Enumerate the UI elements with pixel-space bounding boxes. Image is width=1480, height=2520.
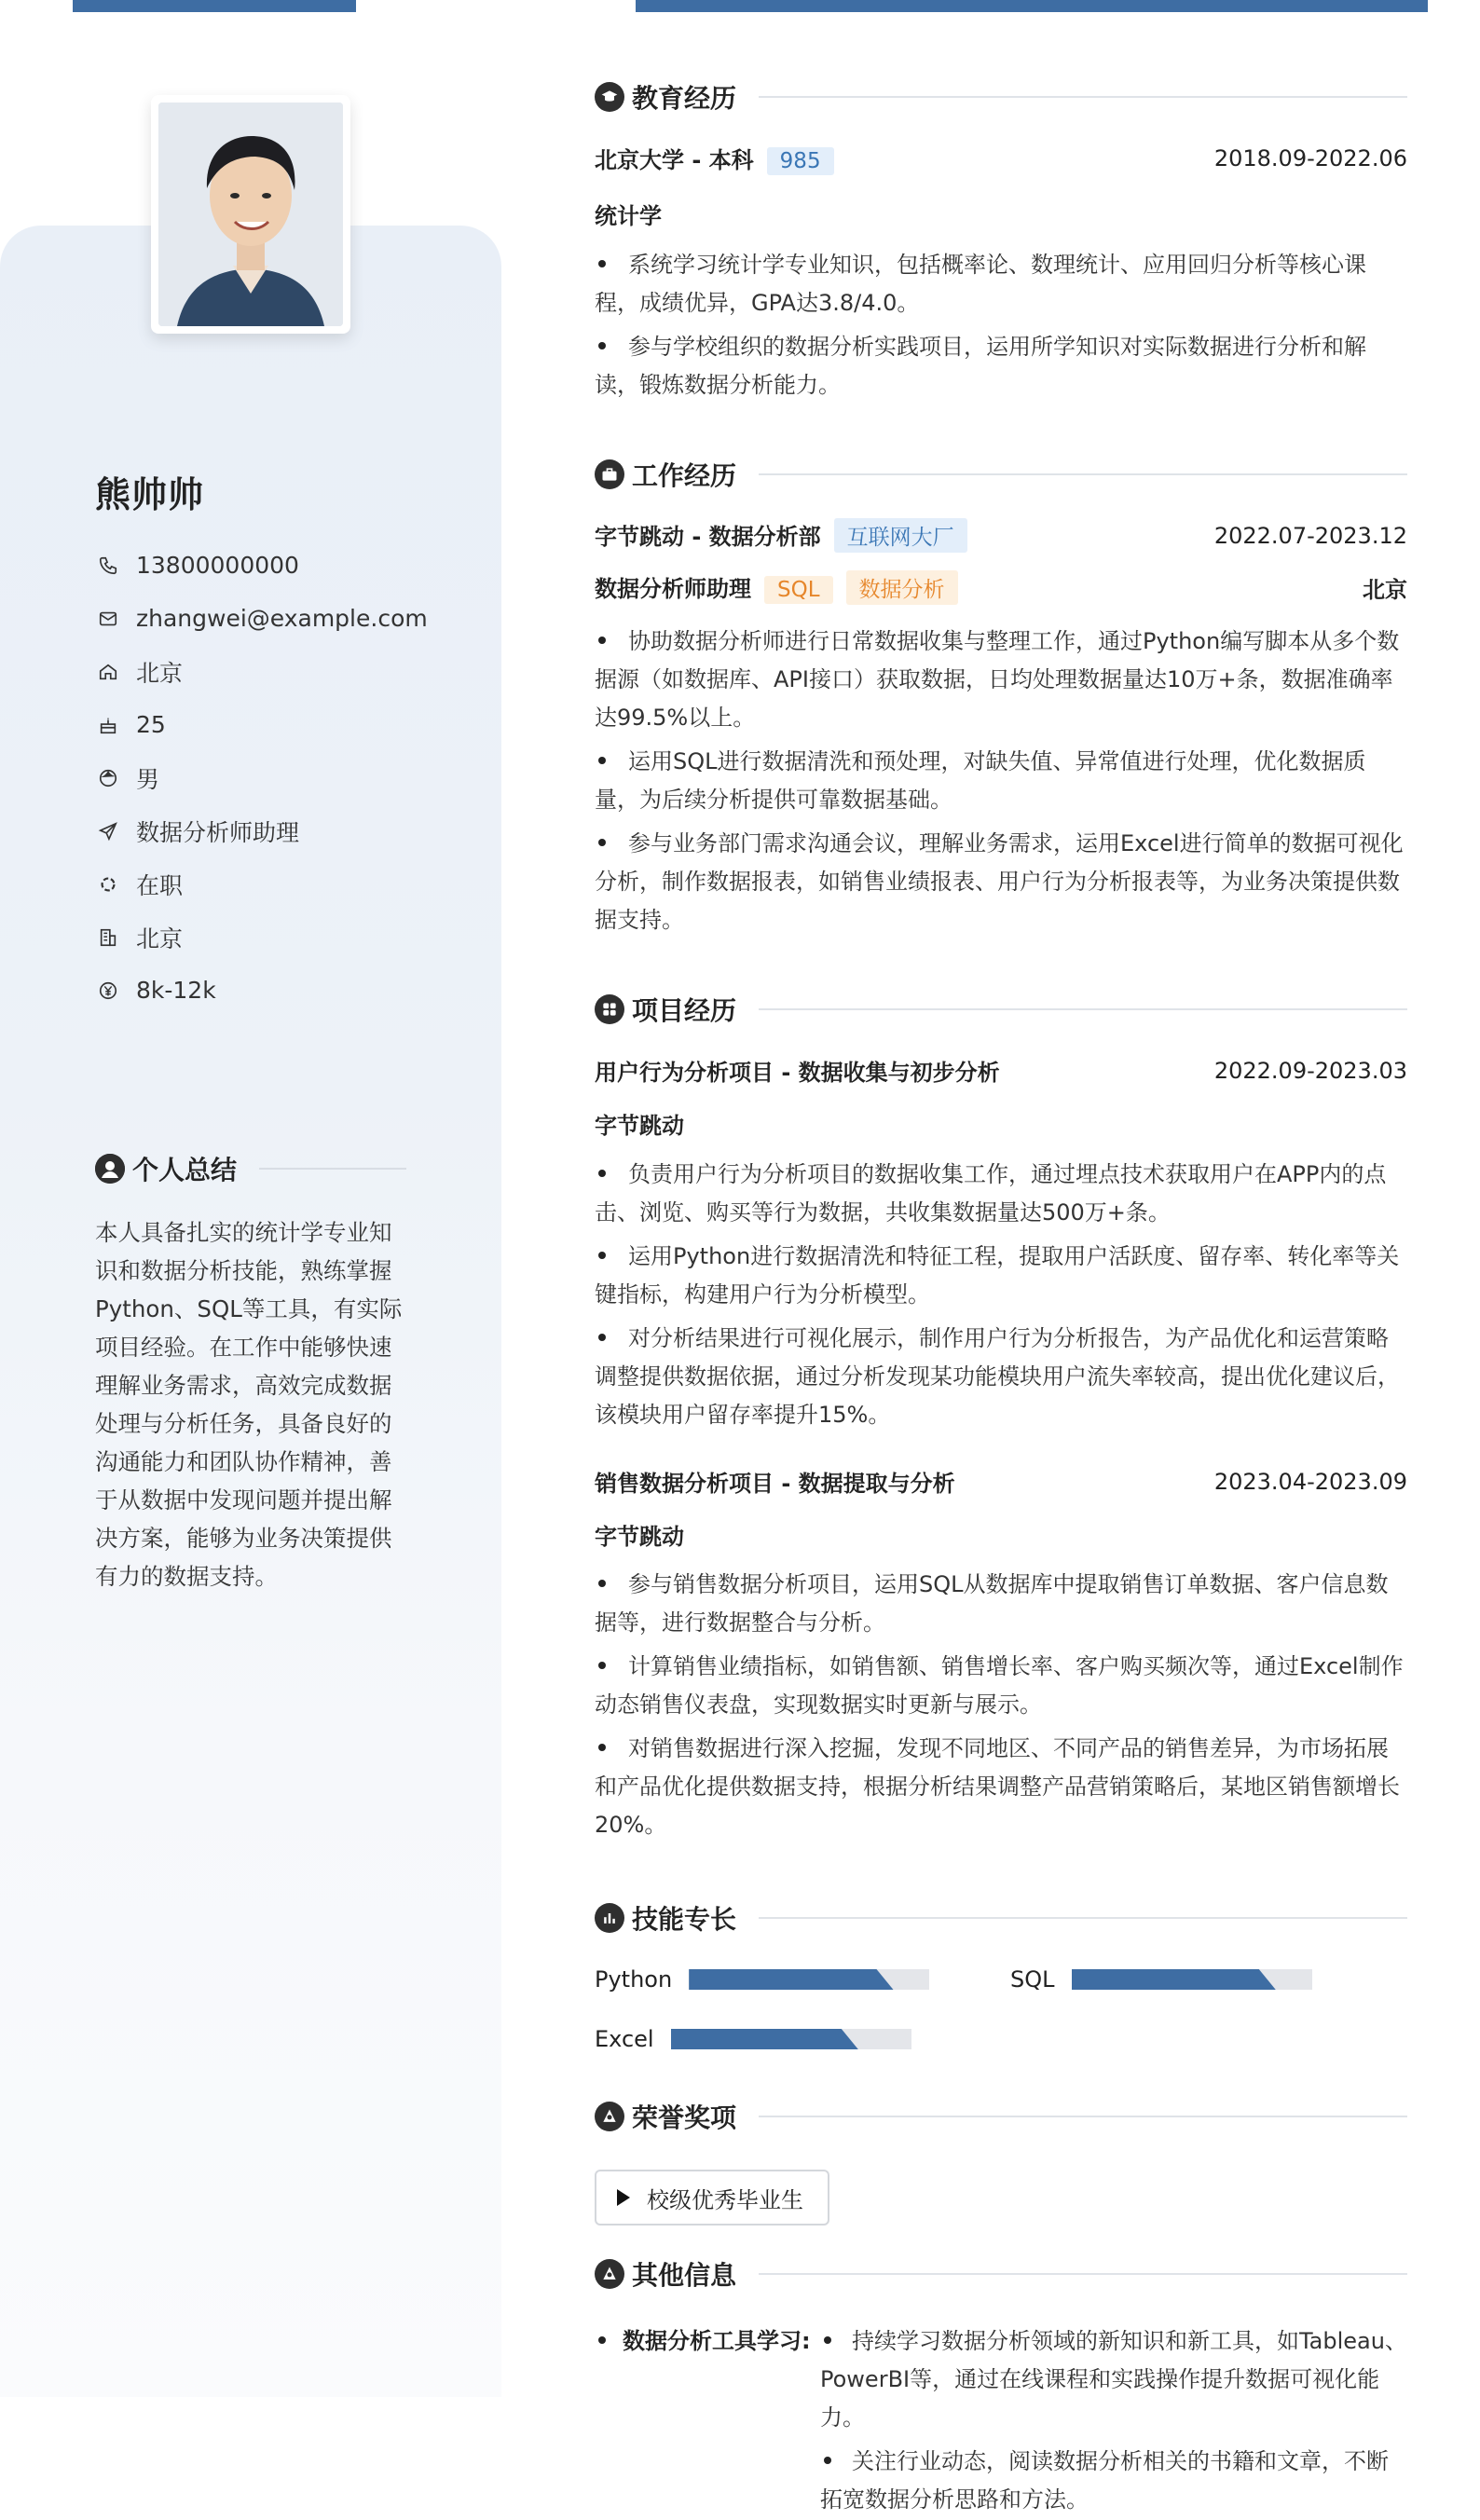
education-heading <box>595 78 1407 116</box>
project-date: 2022.09-2023.03 <box>1213 1057 1407 1084</box>
project-bullets <box>595 1156 1407 1440</box>
skill-bar-fill <box>671 2029 858 2049</box>
role-row <box>595 570 1407 605</box>
list-item: 运用Python进行数据清洗和特征工程，提取用户活跃度、留存率、转化率等关键指标，构建用户行为分析模型。 <box>595 1243 1400 1308</box>
project-org-row <box>595 1518 1407 1551</box>
other-values <box>820 2322 1407 2520</box>
divider <box>759 96 1407 98</box>
list-item: 协助数据分析师进行日常数据收集与整理工作，通过Python编写脚本从多个数据源（如数据库、API接口）获取数据，日均处理数据量达10万+条，数据准确率达99.5%以上。 <box>595 628 1400 731</box>
bar-chart-icon <box>595 1903 624 1933</box>
send-icon <box>95 818 121 844</box>
skill-bar-fill <box>1072 1969 1276 1990</box>
company-tag: 互联网大厂 <box>834 518 967 553</box>
skill-excel <box>595 2026 911 2052</box>
work-bullets <box>595 623 1407 945</box>
divider <box>759 2116 1407 2117</box>
info-text: 男 <box>136 765 160 793</box>
building-icon <box>95 924 121 951</box>
list-item: 关注行业动态，阅读数据分析相关的书籍和文章，不断拓宽数据分析思路和方法。 <box>820 2448 1389 2513</box>
avatar <box>151 95 350 334</box>
project-date: 2023.04-2023.09 <box>1213 1468 1407 1495</box>
project-org: 字节跳动 <box>595 1113 684 1139</box>
list-item: 对销售数据进行深入挖掘，发现不同地区、不同产品的销售差异，为市场拓展和产品优化提供数据支持，根据分析结果调整产品营销策略后，某地区销售额增长20%。 <box>595 1735 1400 1838</box>
project-bullets <box>595 1566 1407 1850</box>
section-title: 其他信息 <box>632 2260 737 2291</box>
info-salary <box>95 964 486 1017</box>
summary-title: 个人总结 <box>132 1155 238 1185</box>
cake-icon <box>95 712 121 738</box>
company-name: 字节跳动 - 数据分析部 <box>595 524 821 550</box>
major: 统计学 <box>595 203 662 229</box>
briefcase-icon <box>595 459 624 489</box>
project-name: 销售数据分析项目 - 数据提取与分析 <box>595 1471 955 1497</box>
graduation-cap-icon <box>595 82 624 112</box>
divider <box>759 1008 1407 1010</box>
section-title: 荣誉奖项 <box>632 2102 737 2133</box>
info-text: 在职 <box>136 871 184 899</box>
info-position <box>95 804 486 857</box>
info-phone <box>95 539 486 592</box>
skill-bar <box>689 1969 929 1990</box>
user-circle-icon <box>95 1154 125 1184</box>
education-date: 2018.09-2022.06 <box>1213 145 1407 171</box>
work-heading <box>595 456 1407 493</box>
skill-label: Python <box>595 1966 673 1993</box>
list-item: 系统学习统计学专业知识，包括概率论、数理统计、应用回归分析等核心课程，成绩优异，GPA达3.8/4.0。 <box>595 252 1366 316</box>
list-item: 对分析结果进行可视化展示，制作用户行为分析报告，为产品优化和运营策略调整提供数据依据，通过分析发现某功能模块用户流失率较高，提出优化建议后，该模块用户留存率提升15%。 <box>595 1325 1400 1428</box>
grid-icon <box>595 994 624 1024</box>
other-heading <box>595 2255 1407 2293</box>
work-location: 北京 <box>1363 577 1407 603</box>
project-org: 字节跳动 <box>595 1524 684 1550</box>
school-name: 北京大学 - 本科 <box>595 147 754 173</box>
skills-heading <box>595 1899 1407 1937</box>
skill-tag: 数据分析 <box>846 570 958 605</box>
home-icon <box>95 659 121 685</box>
avatar-photo <box>158 103 343 326</box>
award-item[interactable] <box>595 2170 829 2226</box>
award-icon <box>595 2102 624 2131</box>
divider <box>759 473 1407 475</box>
info-text: 北京 <box>136 924 184 952</box>
contact-info-list <box>95 539 486 1017</box>
list-item: 负责用户行为分析项目的数据收集工作，通过埋点技术获取用户在APP内的点击、浏览、购买等行为数据，共收集数据量达500万+条。 <box>595 1161 1387 1226</box>
list-item: 运用SQL进行数据清洗和预处理，对缺失值、异常值进行处理，优化数据质量，为后续分析提供可靠数据基础。 <box>595 748 1366 813</box>
awards-heading <box>595 2098 1407 2135</box>
other-key: 数据分析工具学习: <box>595 2322 811 2361</box>
gender-icon <box>95 765 121 791</box>
info-text: 数据分析师助理 <box>136 818 300 846</box>
skill-tag: SQL <box>764 576 833 604</box>
list-item: 参与销售数据分析项目，运用SQL从数据库中提取销售订单数据、客户信息数据等，进行数据整合与分析。 <box>595 1571 1389 1636</box>
skill-label: SQL <box>1010 1966 1055 1993</box>
candidate-name: 熊帅帅 <box>95 474 205 515</box>
skill-bar <box>671 2029 911 2049</box>
info-text: 25 <box>136 711 166 738</box>
projects-heading <box>595 991 1407 1028</box>
divider <box>759 1917 1407 1919</box>
info-work-city <box>95 911 486 964</box>
divider <box>259 1168 406 1170</box>
major-row <box>595 198 1407 230</box>
project-name: 用户行为分析项目 - 数据收集与初步分析 <box>595 1060 1000 1086</box>
section-title: 教育经历 <box>632 83 737 114</box>
skill-python <box>595 1966 929 1993</box>
award-label: 校级优秀毕业生 <box>647 2186 803 2213</box>
info-badge-icon <box>595 2259 624 2289</box>
person-portrait-icon <box>158 103 343 326</box>
skill-label: Excel <box>595 2026 654 2052</box>
work-row <box>595 518 1407 553</box>
list-item: 参与学校组织的数据分析实践项目，运用所学知识对实际数据进行分析和解读，锻炼数据分析能力。 <box>595 334 1366 398</box>
status-icon <box>95 871 121 897</box>
role: 数据分析师助理 <box>595 576 751 602</box>
info-text: 13800000000 <box>136 552 299 579</box>
skill-bar-fill <box>689 1969 893 1990</box>
mail-icon <box>95 606 121 632</box>
play-icon <box>617 2189 630 2206</box>
section-title: 项目经历 <box>632 995 737 1026</box>
top-accent-bar-right <box>636 0 1428 12</box>
info-email <box>95 592 486 645</box>
school-tag: 985 <box>767 147 834 175</box>
phone-icon <box>95 553 121 579</box>
info-status <box>95 857 486 911</box>
list-item: 持续学习数据分析领域的新知识和新工具，如Tableau、PowerBI等，通过在线课程和实践操作提升数据可视化能力。 <box>820 2328 1407 2431</box>
info-city <box>95 645 486 698</box>
project-org-row <box>595 1107 1407 1140</box>
top-accent-bar-left <box>73 0 356 12</box>
info-gender <box>95 751 486 804</box>
summary-heading <box>95 1150 406 1187</box>
project-row <box>595 1465 1407 1498</box>
divider <box>759 2273 1407 2275</box>
project-row <box>595 1054 1407 1087</box>
section-title: 技能专长 <box>632 1904 737 1935</box>
info-age <box>95 698 486 751</box>
list-item: 计算销售业绩指标，如销售额、销售增长率、客户购买频次等，通过Excel制作动态销售仪表盘，实现数据实时更新与展示。 <box>595 1653 1404 1718</box>
education-row <box>595 142 1407 175</box>
skill-bar <box>1072 1969 1312 1990</box>
list-item: 参与业务部门需求沟通会议，理解业务需求，运用Excel进行简单的数据可视化分析，制作数据报表，如销售业绩报表、用户行为分析报表等，为业务决策提供数据支持。 <box>595 830 1404 933</box>
info-text: 北京 <box>136 659 184 687</box>
section-title: 工作经历 <box>632 460 737 491</box>
salary-icon <box>95 978 121 1004</box>
info-text: zhangwei@example.com <box>136 605 428 632</box>
education-bullets <box>595 246 1407 410</box>
info-text: 8k-12k <box>136 977 216 1004</box>
skill-sql <box>1010 1966 1312 1993</box>
summary-text: 本人具备扎实的统计学专业知识和数据分析技能，熟练掌握Python、SQL等工具，有实际项目经验。在工作中能够快速理解业务需求，高效完成数据处理与分析任务，具备良好的沟通能力和团队协作精神，善于从数据中发现问题并提出解决方案，能够为业务决策提供有力的数据支持。 <box>95 1219 403 1590</box>
work-date: 2022.07-2023.12 <box>1213 522 1407 549</box>
